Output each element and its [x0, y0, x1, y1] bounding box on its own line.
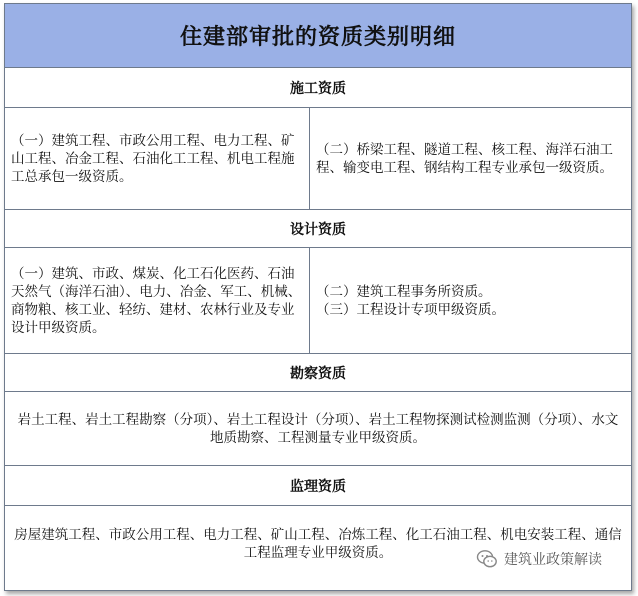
wechat-icon — [476, 548, 498, 570]
cell-design-left: （一）建筑、市政、煤炭、化工石化医药、石油天然气（海洋石油）、电力、冶金、军工、机械、商物粮、核工业、轻纺、建材、农林行业及专业设计甲级资质。 — [5, 248, 310, 353]
table-title-text: 住建部审批的资质类别明细 — [179, 25, 456, 50]
section-heading-supervision: 监理资质 — [5, 466, 631, 506]
design-line-2: （二）建筑工程事务所资质。 — [316, 283, 492, 300]
qualification-table — [4, 3, 632, 591]
design-line-3: （三）工程设计专项甲级资质。 — [316, 301, 505, 318]
section-row-survey: 岩土工程、岩土工程勘察（分项）、岩土工程设计（分项）、岩土工程物探测试检测监测（分项）、水文地质勘察、工程测量专业甲级资质。 — [5, 392, 631, 466]
section-heading-design: 设计资质 — [5, 210, 631, 248]
watermark-text: 建筑业政策解读 — [504, 552, 602, 568]
section-row-construction — [5, 108, 631, 210]
cell-construction-left: （一）建筑工程、市政公用工程、电力工程、矿山工程、冶金工程、石油化工工程、机电工程施工总承包一级资质。 — [5, 108, 310, 209]
section-heading-construction: 施工资质 — [5, 68, 631, 108]
section-heading-survey: 勘察资质 — [5, 354, 631, 392]
section-row-supervision: 房屋建筑工程、市政公用工程、电力工程、矿山工程、冶炼工程、化工石油工程、机电安装工程、通信工程监理专业甲级资质。 — [14, 527, 622, 561]
section-row-design — [5, 248, 631, 354]
cell-design-right — [310, 248, 631, 353]
cell-construction-right: （二）桥梁工程、隧道工程、核工程、海洋石油工程、输变电工程、钢结构工程专业承包一级资质。 — [316, 141, 613, 176]
watermark — [476, 548, 602, 570]
table-title — [5, 4, 631, 68]
